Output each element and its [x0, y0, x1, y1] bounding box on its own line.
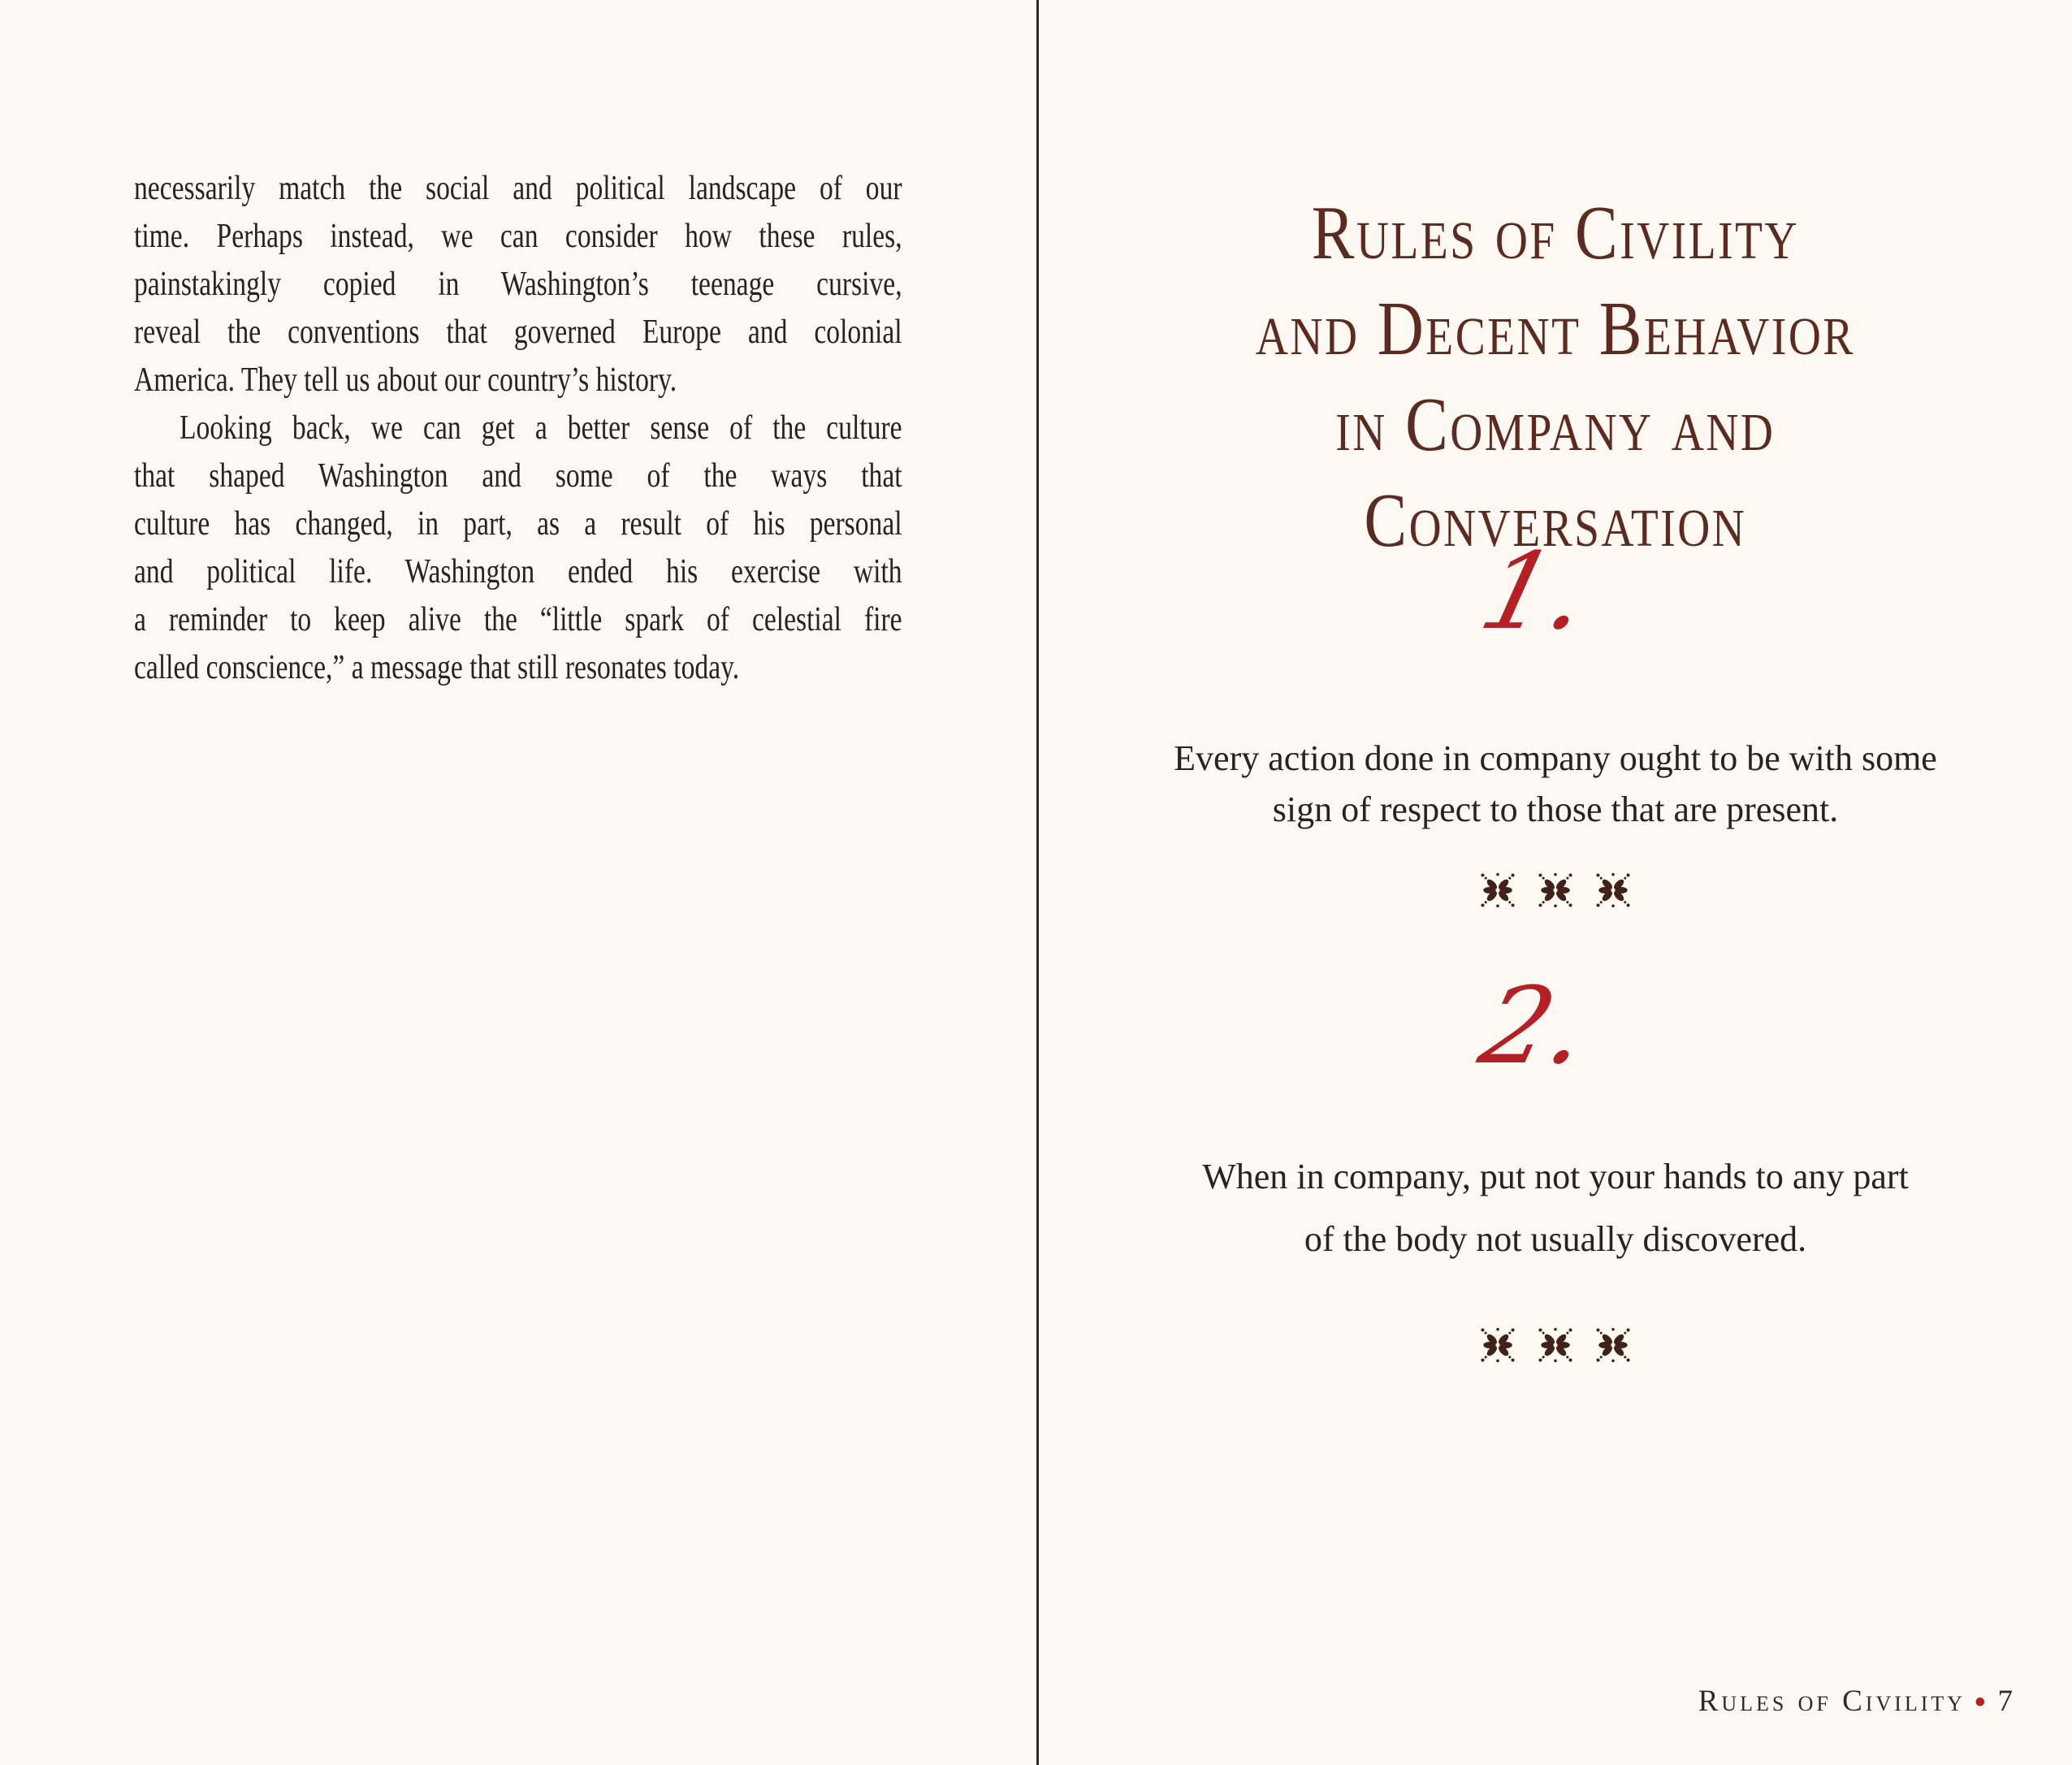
- text-line: that shaped Washington and some of the ways that: [134, 457, 902, 495]
- text-line: reveal the conventions that governed Europe and colonial: [134, 314, 902, 351]
- right-page: [1039, 0, 2072, 1765]
- running-footer: [1698, 1681, 2014, 1723]
- text-line: necessarily match the social and political landscape of our: [134, 170, 902, 207]
- paragraph-2: [134, 404, 902, 692]
- text-line: of the body not usually discovered.: [1304, 1219, 1807, 1259]
- text-line: When in company, put not your hands to any part: [1202, 1157, 1909, 1196]
- text-line: painstakingly copied in Washington’s teenage cursive,: [134, 266, 902, 303]
- text-line: time. Perhaps instead, we can consider how these rules,: [134, 218, 902, 255]
- section-divider-1: [1039, 867, 2072, 914]
- text-line: and political life. Washington ended his exercise with: [134, 553, 902, 590]
- section-divider-2: [1039, 1322, 2072, 1369]
- rule-1-text: [1039, 733, 2072, 835]
- rule-2-text: [1039, 1145, 2072, 1270]
- footer-bullet-icon: •: [1974, 1682, 1987, 1722]
- text-line: America. They tell us about our country’s history.: [134, 361, 677, 399]
- floral-asterisk-icon: [1590, 867, 1637, 914]
- text-line: culture has changed, in part, as a result of his personal: [134, 505, 902, 543]
- text-line: sign of respect to those that are present.: [1272, 789, 1839, 829]
- chapter-title-line: in Company and: [1335, 383, 1776, 467]
- rule-1-number: 1.: [1469, 530, 1601, 653]
- text-line: a reminder to keep alive the “little spark of celestial fire: [134, 601, 902, 638]
- floral-asterisk-icon: [1474, 867, 1521, 914]
- floral-asterisk-icon: [1590, 1322, 1637, 1369]
- floral-asterisk-icon: [1532, 867, 1579, 914]
- text-line: Looking back, we can get a better sense of the culture: [180, 409, 902, 447]
- chapter-title-line: and Decent Behavior: [1255, 287, 1855, 371]
- text-line: Every action done in company ought to be with some: [1174, 738, 1937, 778]
- chapter-title-line: Conversation: [1364, 478, 1747, 563]
- chapter-title-line: Rules of Civility: [1311, 191, 1800, 275]
- footer-book-title: Rules of Civility: [1698, 1685, 1966, 1718]
- text-line: called conscience,” a message that still resonates today.: [134, 649, 740, 686]
- paragraph-1: [134, 165, 902, 404]
- rule-2-number: 2.: [1469, 964, 1601, 1088]
- footer-page-number: 7: [1997, 1685, 2014, 1718]
- floral-asterisk-icon: [1532, 1322, 1579, 1369]
- floral-asterisk-icon: [1474, 1322, 1521, 1369]
- chapter-title: [1039, 185, 2072, 569]
- left-page-text: [134, 165, 902, 692]
